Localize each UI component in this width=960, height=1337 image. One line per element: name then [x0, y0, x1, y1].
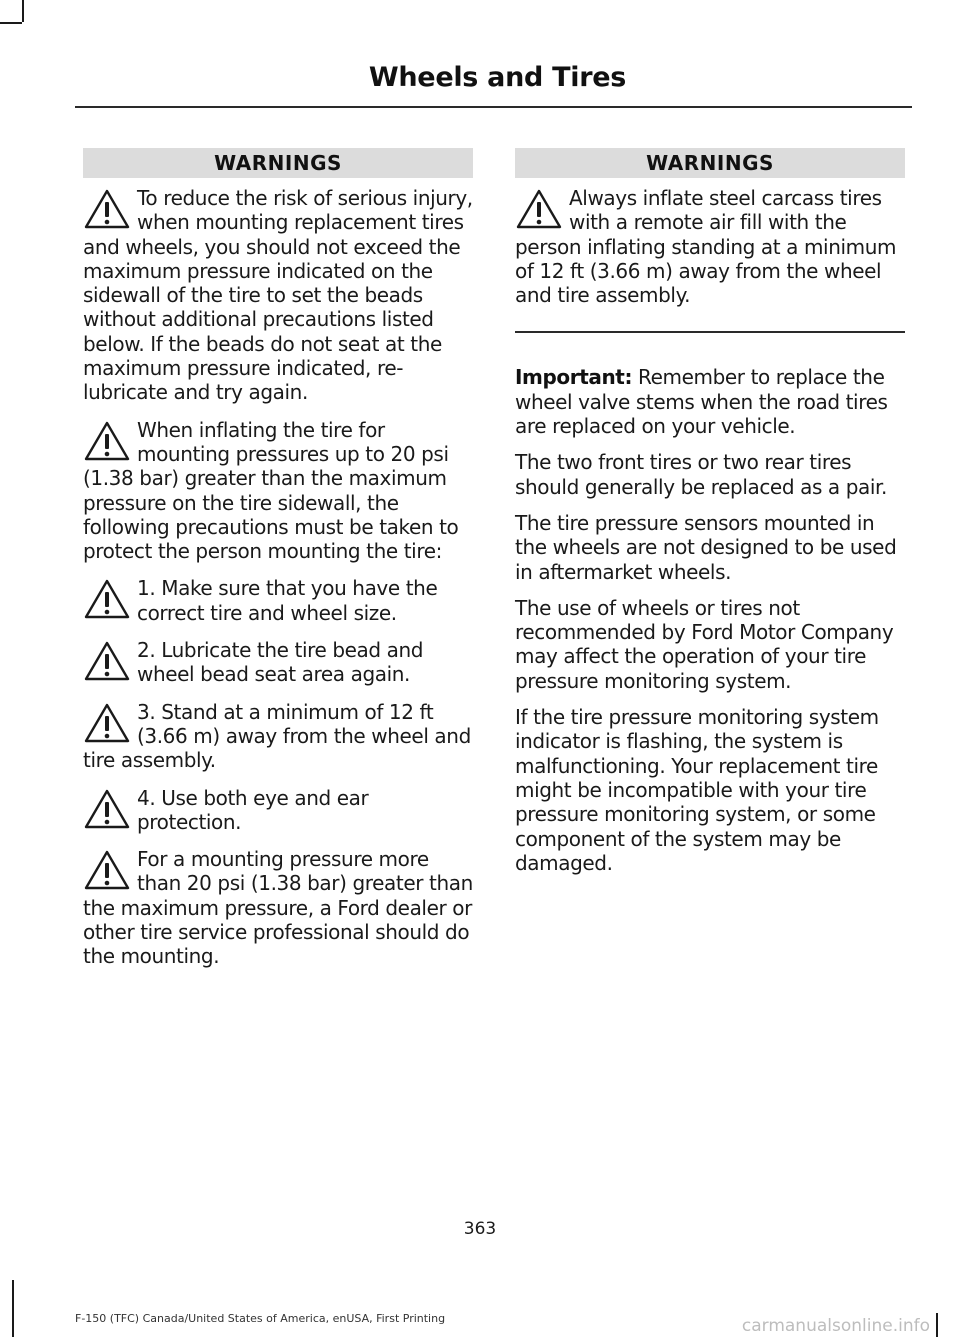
- warnings-heading: WARNINGS: [83, 148, 473, 178]
- warning-item: [83, 847, 473, 968]
- warning-triangle-icon: [83, 702, 133, 746]
- warning-item: [83, 576, 473, 625]
- warning-triangle-icon: [83, 788, 133, 832]
- important-label: Important:: [515, 365, 633, 390]
- body-paragraph: The two front tires or two rear tires should generally be replaced as a pair.: [515, 450, 887, 499]
- warnings-heading: WARNINGS: [515, 148, 905, 178]
- warning-triangle-icon: [83, 849, 133, 893]
- warning-text: 4. Use both eye and ear protection.: [137, 785, 369, 834]
- watermark: carmanualsonline.info: [741, 1316, 930, 1336]
- warning-triangle-icon: [83, 640, 133, 684]
- body-paragraph: The use of wheels or tires not recommended by Ford Motor Company may affect the operation of your tire pressure monitoring system.: [515, 595, 894, 693]
- body-paragraph: The tire pressure sensors mounted in the wheels are not designed to be used in aftermarket wheels.: [515, 510, 897, 584]
- warning-triangle-icon: [83, 578, 133, 622]
- footer-text: F-150 (TFC) Canada/United States of America, enUSA, First Printing: [75, 1312, 446, 1325]
- page-number: 363: [463, 1219, 497, 1239]
- warning-item: [515, 186, 905, 307]
- warning-text: 2. Lubricate the tire bead and wheel bead seat area again.: [137, 638, 424, 687]
- warning-item: [83, 786, 473, 835]
- warning-item: [83, 700, 473, 773]
- warning-text: 3. Stand at a minimum of 12 ft (3.66 m) away from the wheel and tire assembly.: [83, 699, 471, 773]
- right-column: [515, 148, 905, 875]
- section-divider: [515, 331, 905, 333]
- important-note: [515, 365, 905, 438]
- page-header: [75, 58, 912, 108]
- body-paragraph: If the tire pressure monitoring system indicator is flashing, the system is malfunctioning. Your replacement tire might be incompatible with your tire pressure monitoring system, or some component of the system may be damaged.: [515, 705, 879, 875]
- warning-text: To reduce the risk of serious injury, when mounting replacement tires and wheels, you should not exceed the maximum pressure indicated on the sidewall of the tire to set the beads without additional precautions listed below. If the beads do not seat at the maximum pressure indicated, re-lubricate and try again.: [83, 186, 473, 405]
- warning-text: When inflating the tire for mounting pressures up to 20 psi (1.38 bar) greater than the maximum pressure on the tire sidewall, the following precautions must be taken to protect the person mounting the tire:: [83, 417, 459, 564]
- crop-mark: [22, 0, 24, 22]
- warning-text: For a mounting pressure more than 20 psi (1.38 bar) greater than the maximum pressure, a Ford dealer or other tire service professional should do the mounting.: [83, 847, 473, 969]
- warning-item: [83, 186, 473, 405]
- warning-triangle-icon: [83, 420, 133, 464]
- warning-triangle-icon: [83, 188, 133, 232]
- important-text: Remember to replace the wheel valve stems when the road tires are replaced on your vehicle.: [515, 365, 888, 439]
- left-column: [83, 148, 473, 969]
- warning-text: Always inflate steel carcass tires with a remote air fill with the person inflating standing at a minimum of 12 ft (3.66 m) away from the wheel and tire assembly.: [515, 186, 897, 308]
- crop-mark: [12, 1280, 14, 1337]
- crop-mark: [0, 22, 22, 24]
- crop-mark: [936, 1313, 938, 1337]
- warning-triangle-icon: [515, 188, 565, 232]
- warning-text: 1. Make sure that you have the correct tire and wheel size.: [137, 576, 438, 625]
- warning-item: [83, 638, 473, 687]
- warning-item: [83, 418, 473, 564]
- page-title: Wheels and Tires: [368, 62, 626, 93]
